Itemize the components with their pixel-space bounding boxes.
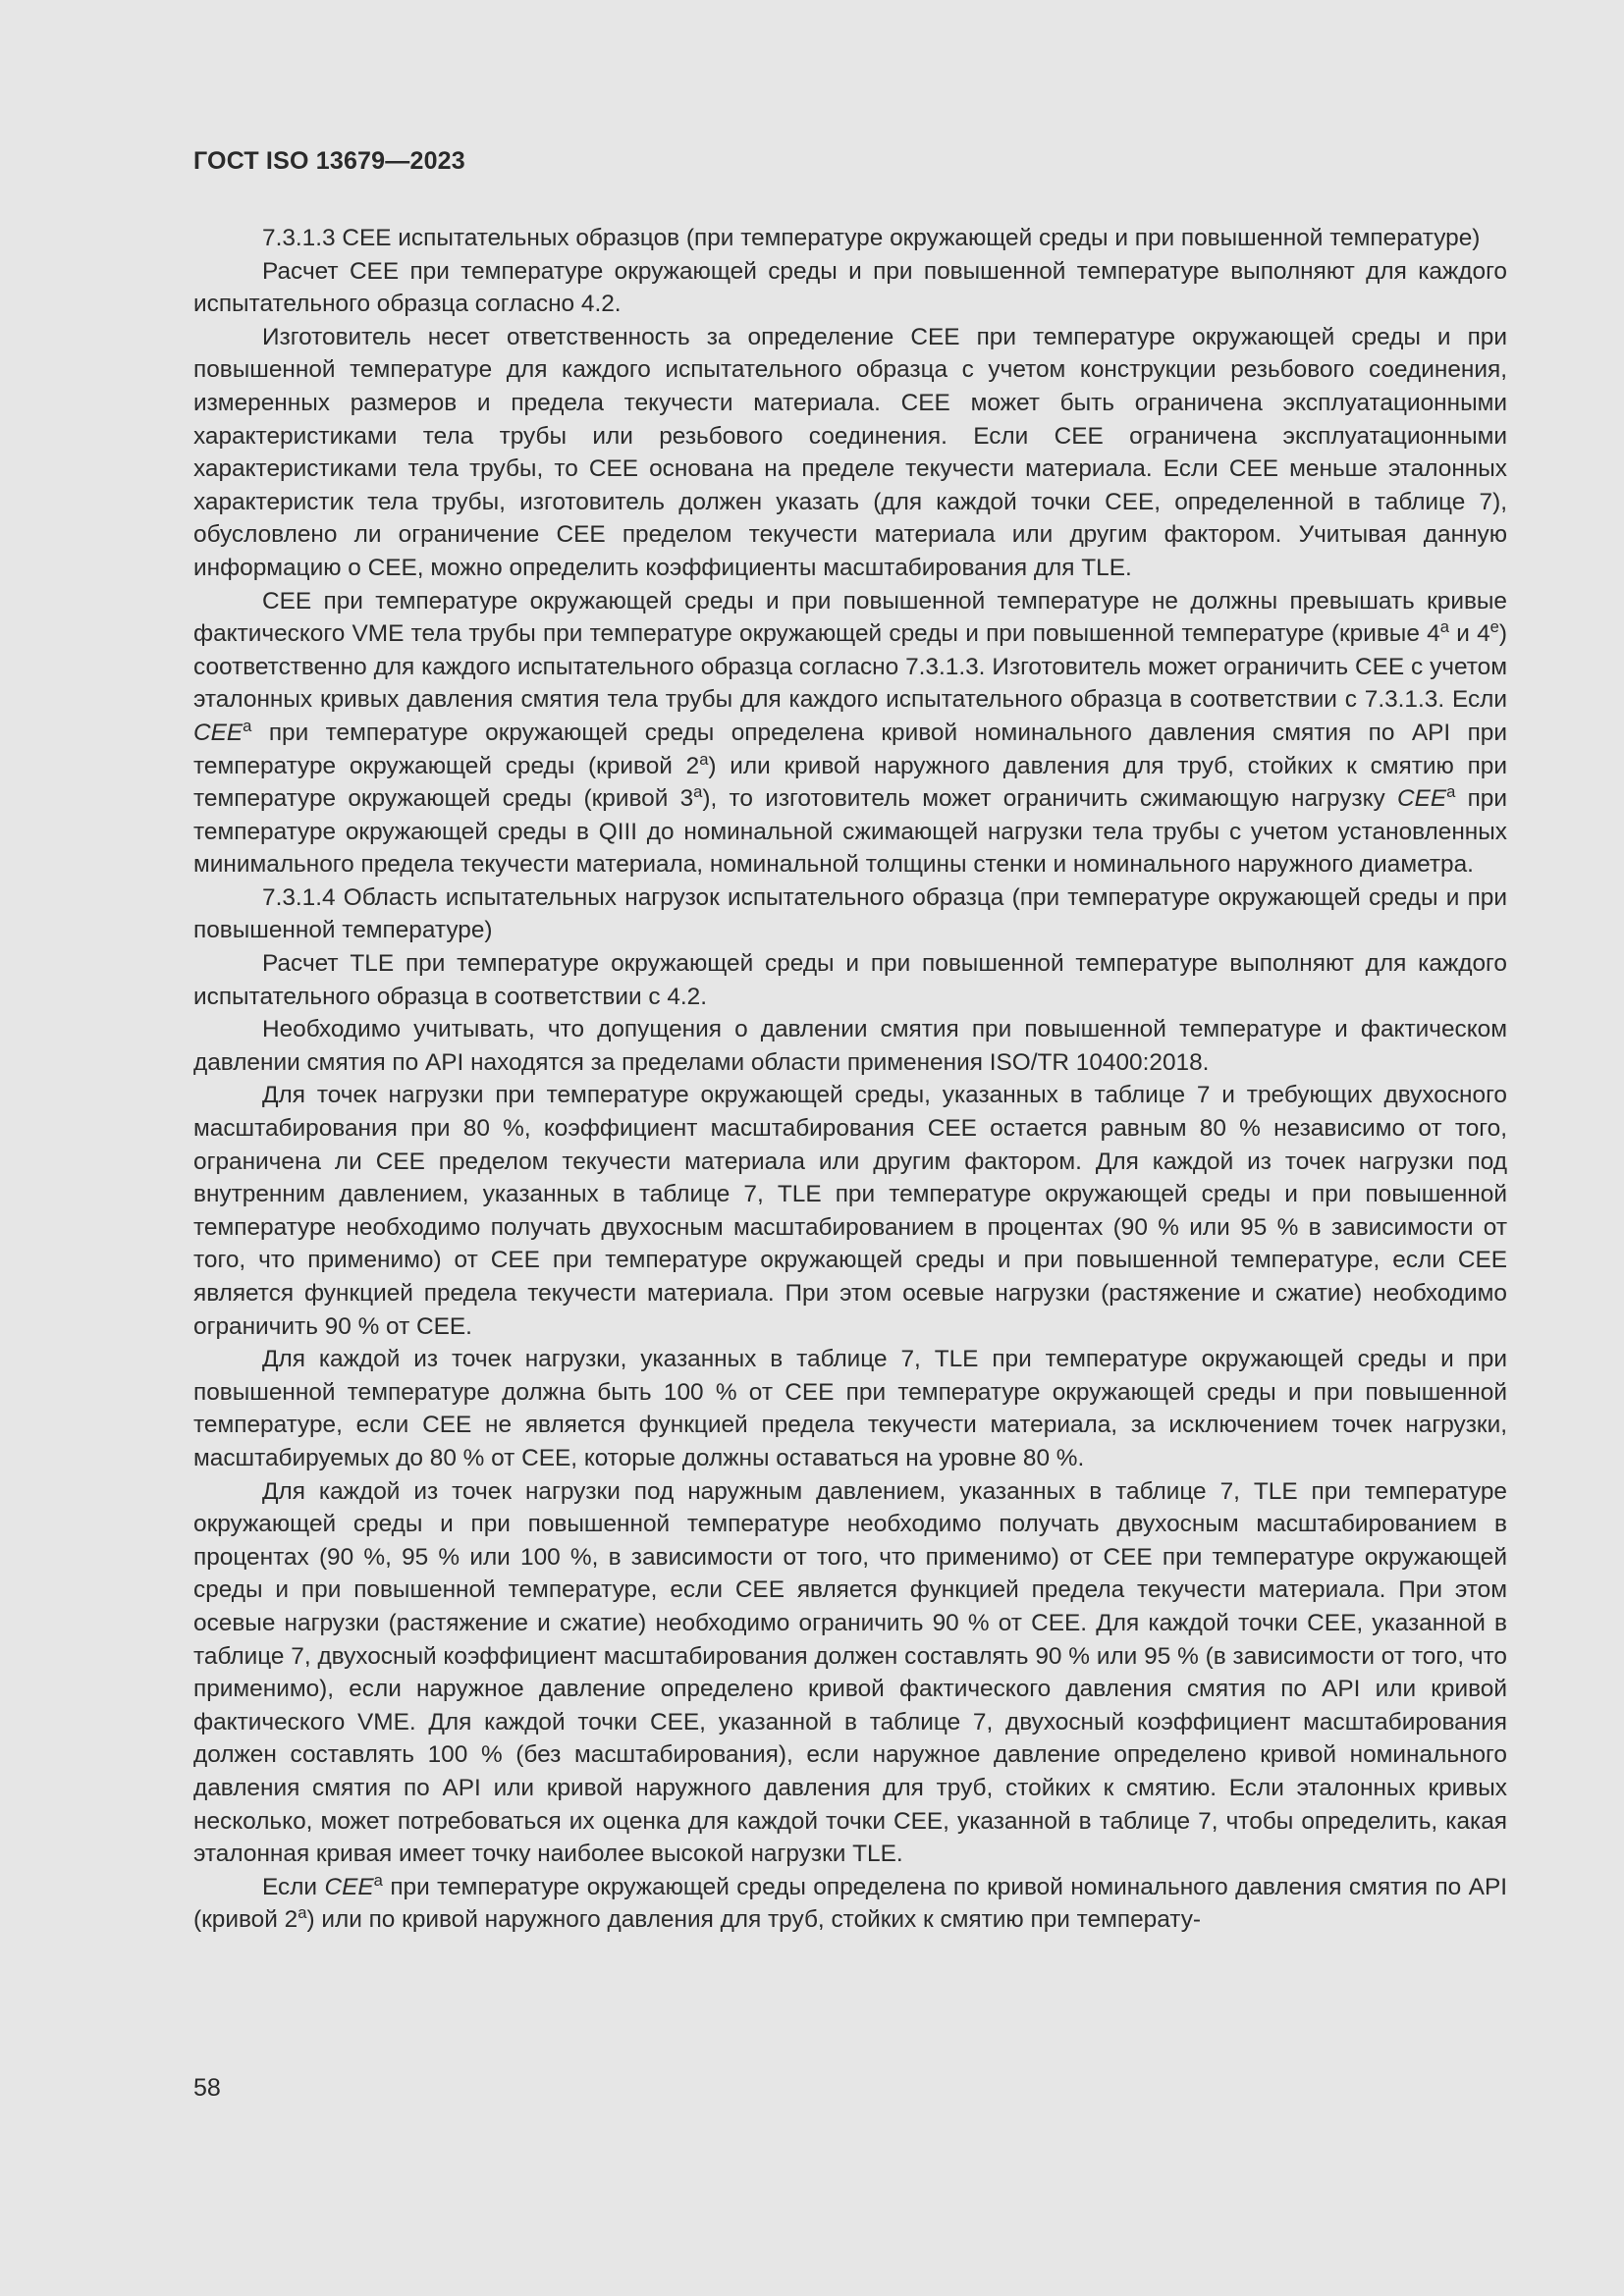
- text-segment: Для точек нагрузки при температуре окружающей среды, указанных в таблице 7 и требующих двухосного масштабирования при 80 %, коэффициент масштабирования CEE остается равным 80 % независимо от того, ограничена ли CEE пределом текучести материала или другим фактором. Для каждой из точек нагрузки под внутренним давлением, указанных в таблице 7, TLE при температуре окружающей среды и при повышенной температуре необходимо получать двухосным масштабированием в процентах (90 % или 95 % в зависимости от того, что применимо) от CEE при температуре окружающей среды и при повышенной температуре, если CEE является функцией предела текучести материала. При этом осевые нагрузки (растяжение и сжатие) необходимо ограничить 90 % от CEE.: [193, 1082, 1507, 1340]
- text-segment: CEE при температуре окружающей среды и при повышенной температуре не должны превышать кривые фактического VME тела трубы при температуре окружающей среды и при повышенной температуре (кривые 4: [193, 587, 1507, 648]
- text-segment: Изготовитель несет ответственность за определение CEE при температуре окружающей среды и при повышенной температуре для каждого испытательного образца с учетом конструкции резьбового соединения, измеренных размеров и предела текучести материала. CEE может быть ограничена эксплуатационными характеристиками тела трубы или резьбового соединения. Если CEE ограничена эксплуатационными характеристиками тела трубы, то CEE основана на пределе текучести материала. Если CEE меньше эталонных характеристик тела трубы, изготовитель должен указать (для каждой точки CEE, определенной в таблице 7), обусловлено ли ограничение CEE пределом текучести материала или другим фактором. Учитывая данную информацию о CEE, можно определить коэффициенты масштабирования для TLE.: [193, 323, 1507, 581]
- text-segment: Для каждой из точек нагрузки под наружным давлением, указанных в таблице 7, TLE при температуре окружающей среды и при повышенной температуре необходимо получать двухосным масштабированием в процентах (90 %, 95 % или 100 %, в зависимости от того, что применимо) от CEE при температуре окружающей среды и при повышенной температуре, если CEE является функцией предела текучести материала. При этом осевые нагрузки (растяжение и сжатие) необходимо ограничить 90 % от CEE. Для каждой точки CEE, указанной в таблице 7, двухосный коэффициент масштабирования должен составлять 90 % или 95 % (в зависимости от того, что применимо), если наружное давление определено кривой фактического давления смятия по API или кривой фактического VME. Для каждой точки CEE, указанной в таблице 7, двухосный коэффициент масштабирования должен составлять 100 % (без масштабирования), если наружное давление определено кривой номинального давления смятия по API или кривой наружного давления для труб, стойких к смятию. Если эталонных кривых несколько, может потребоваться их оценка для каждой точки CEE, указанной в таблице 7, чтобы определить, какая эталонная кривая имеет точку наиболее высокой нагрузки TLE.: [193, 1477, 1507, 1868]
- text-segment: и 4: [1448, 620, 1490, 648]
- body-paragraph: [193, 585, 1507, 881]
- body-paragraph: [193, 1079, 1507, 1343]
- text-segment: 7.3.1.4 Область испытательных нагрузок испытательного образца (при температуре окружающей среды и при повышенной температуре): [193, 883, 1507, 944]
- body-paragraph: [193, 1013, 1507, 1079]
- italic-text: CEE: [1396, 785, 1447, 813]
- text-segment: ), то изготовитель может ограничить сжимающую нагрузку: [702, 785, 1397, 813]
- body-paragraph: [193, 881, 1507, 947]
- superscript: e: [1489, 617, 1499, 636]
- superscript: a: [298, 1903, 307, 1923]
- body-paragraph: [193, 255, 1507, 321]
- body-paragraph: [193, 222, 1507, 255]
- text-segment: ) или кривой наружного давления для труб, стойких к смятию при температуре окружающей среды (кривой 3: [193, 752, 1507, 813]
- superscript: a: [1439, 617, 1449, 636]
- document-body: [193, 222, 1507, 1937]
- text-segment: при температуре окружающей среды определена по кривой номинального давления смятия по API (кривой 2: [193, 1873, 1507, 1934]
- body-paragraph: [193, 1475, 1507, 1871]
- text-segment: Расчет TLE при температуре окружающей среды и при повышенной температуре выполняют для каждого испытательного образца в соответствии с 4.2.: [193, 950, 1507, 1010]
- superscript: a: [699, 749, 709, 769]
- body-paragraph: [193, 321, 1507, 585]
- body-paragraph: [193, 1871, 1507, 1937]
- page-number: 58: [193, 2074, 221, 2102]
- italic-text: CEE: [193, 719, 244, 746]
- text-segment: при температуре окружающей среды определена кривой номинального давления смятия по API при температуре окружающей среды (кривой 2: [193, 719, 1507, 779]
- body-paragraph: [193, 947, 1507, 1013]
- text-segment: 7.3.1.3 CEE испытательных образцов (при температуре окружающей среды и при повышенной температуре): [262, 225, 1481, 251]
- body-paragraph: [193, 1343, 1507, 1474]
- text-segment: Необходимо учитывать, что допущения о давлении смятия при повышенной температуре и фактическом давлении смятия по API находятся за пределами области применения ISO/TR 10400:2018.: [193, 1016, 1507, 1076]
- text-segment: при температуре окружающей среды в QIII до номинальной сжимающей нагрузки тела трубы с учетом установленных минимального предела текучести материала, номинальной толщины стенки и номинального наружного диаметра.: [193, 785, 1508, 879]
- text-segment: Если: [262, 1873, 325, 1900]
- superscript: a: [373, 1870, 383, 1890]
- superscript: a: [243, 716, 252, 735]
- superscript: a: [693, 781, 703, 801]
- text-segment: ) соответственно для каждого испытательного образца согласно 7.3.1.3. Изготовитель может ограничить CEE с учетом эталонных кривых давления смятия тела трубы для каждого испытательного образца в соответствии с 7.3.1.3. Если: [193, 620, 1507, 714]
- superscript: a: [1446, 781, 1456, 801]
- text-segment: ) или по кривой наружного давления для труб, стойких к смятию при температу-: [306, 1906, 1202, 1934]
- text-segment: Для каждой из точек нагрузки, указанных в таблице 7, TLE при температуре окружающей среды и при повышенной температуре должна быть 100 % от CEE при температуре окружающей среды и при повышенной температуре, если CEE не является функцией предела текучести материала, за исключением точек нагрузки, масштабируемых до 80 % от CEE, которые должны оставаться на уровне 80 %.: [193, 1346, 1507, 1471]
- document-header-title: ГОСТ ISO 13679—2023: [193, 147, 465, 175]
- italic-text: CEE: [324, 1873, 374, 1900]
- text-segment: Расчет CEE при температуре окружающей среды и при повышенной температуре выполняют для каждого испытательного образца согласно 4.2.: [193, 257, 1507, 318]
